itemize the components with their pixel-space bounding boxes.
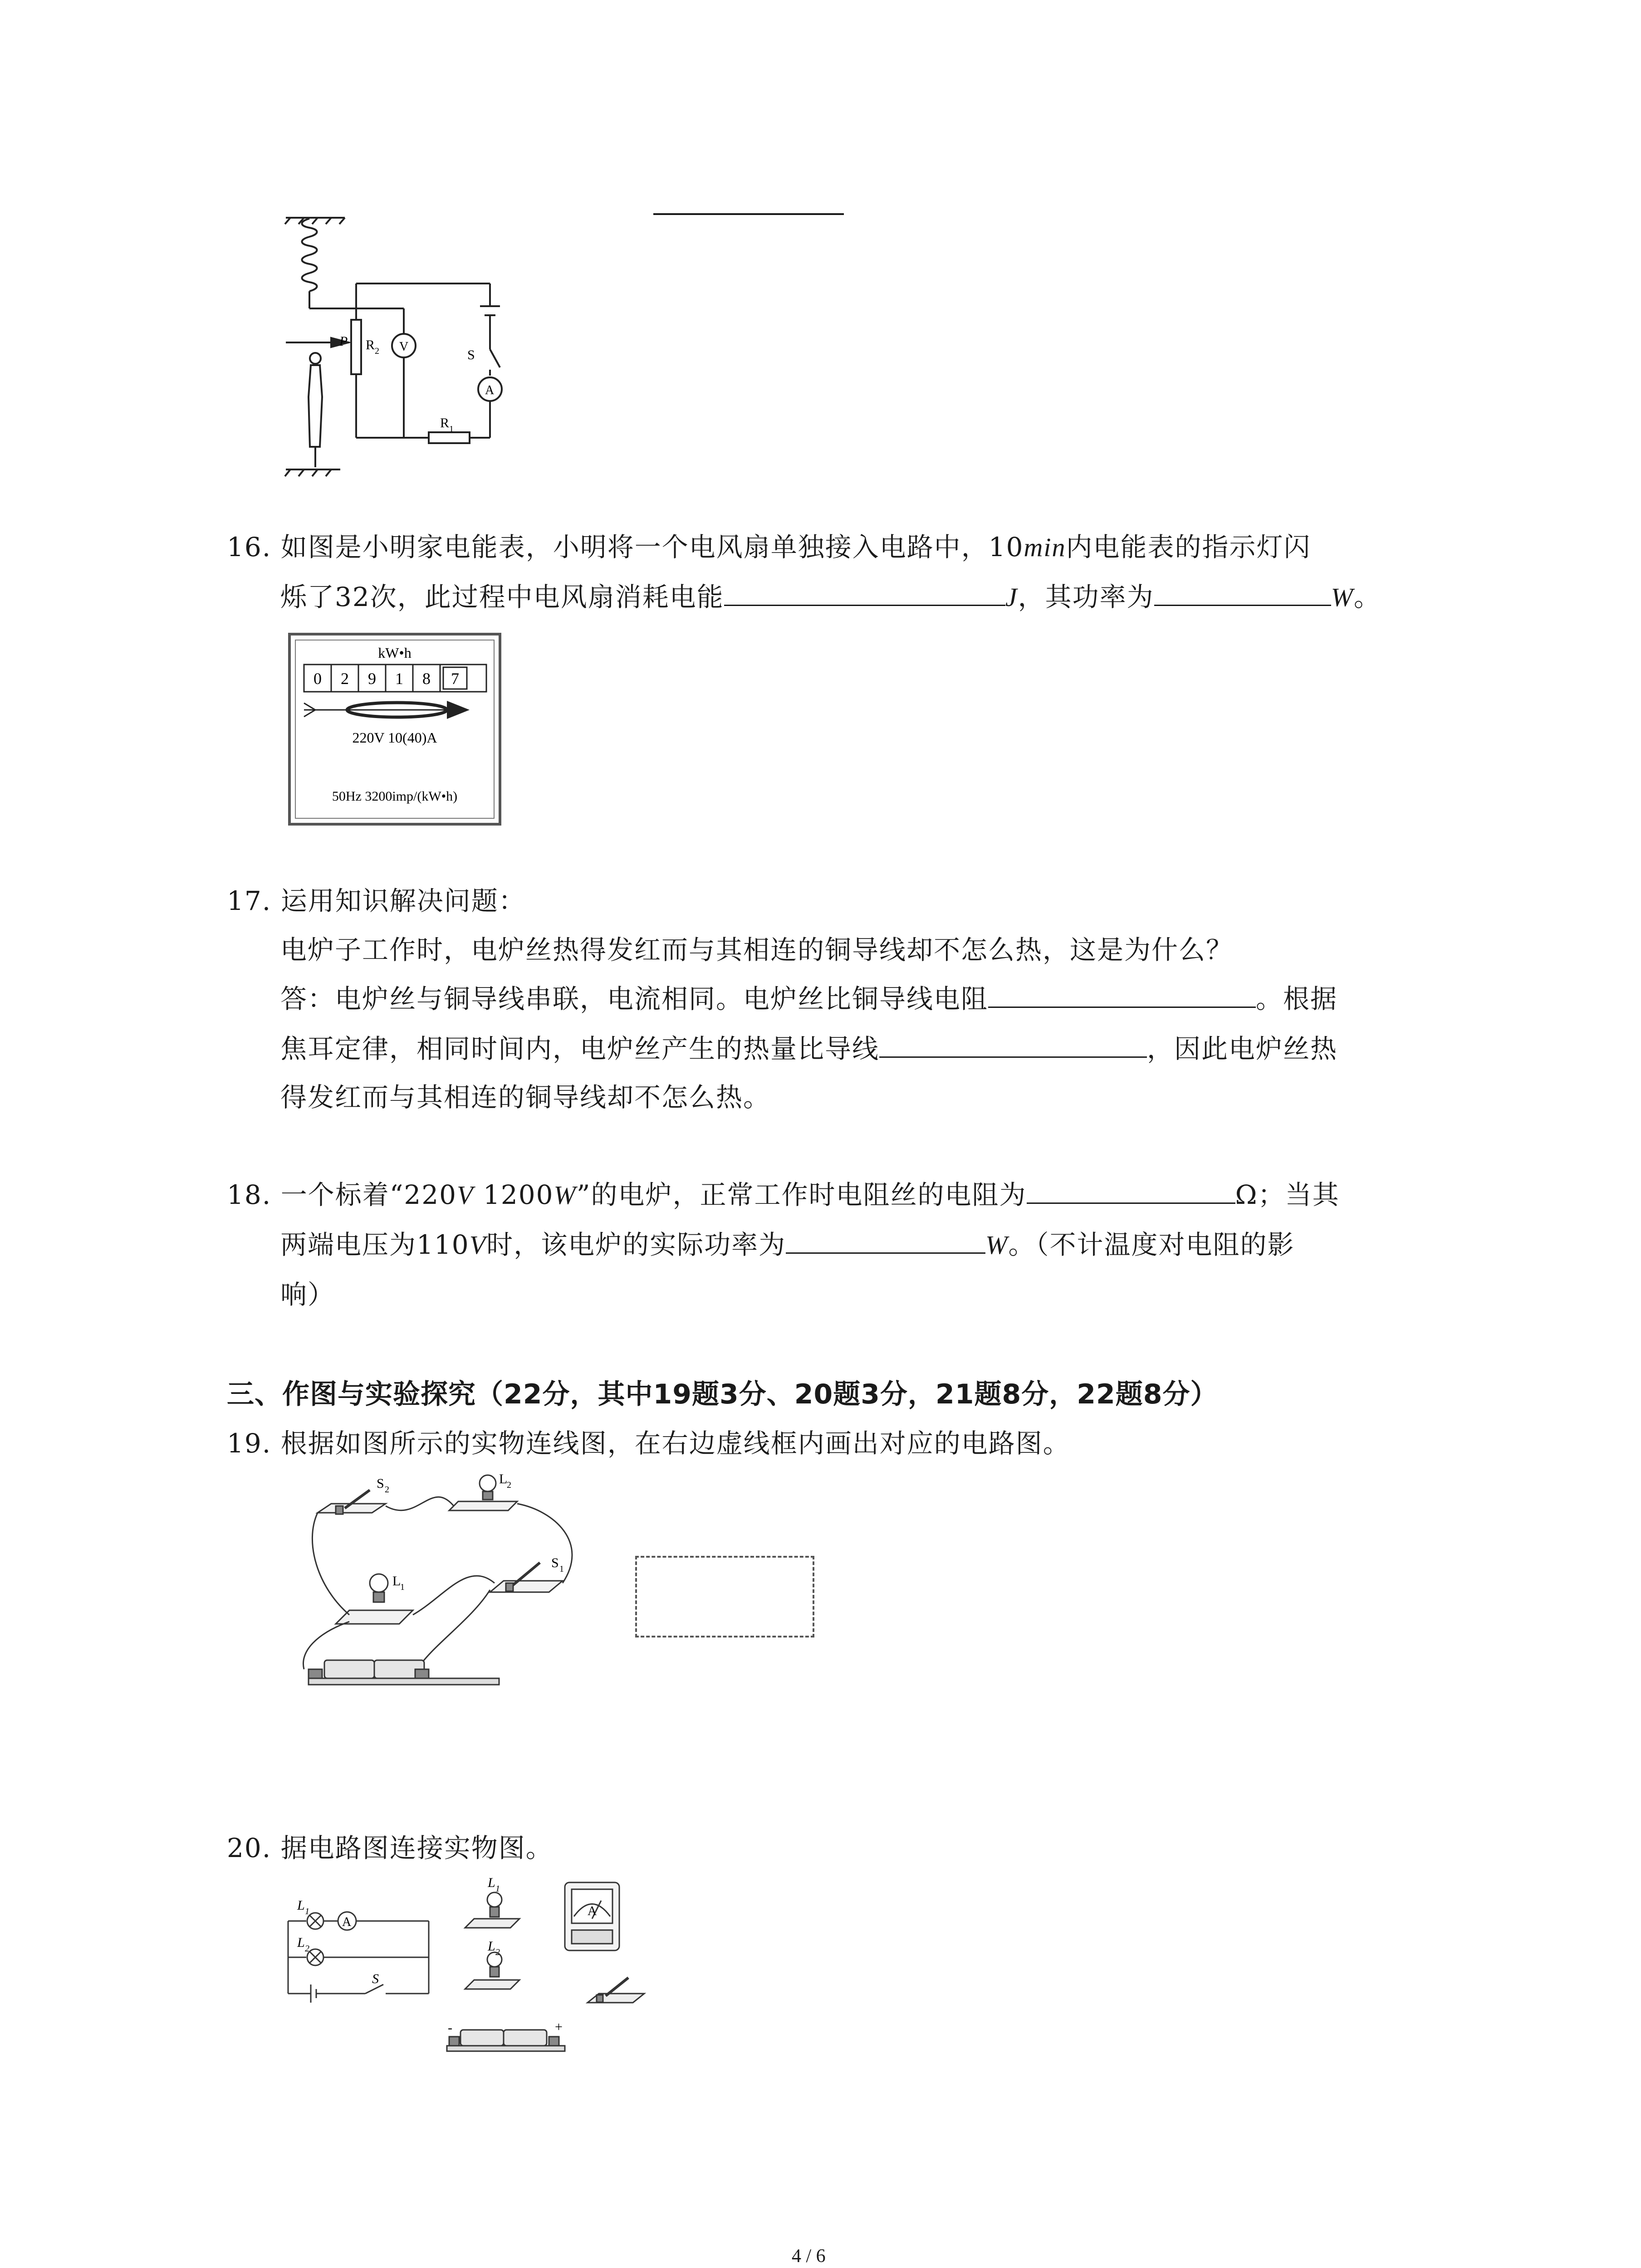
meter-rating-label: 220V 10(40)A [352, 729, 437, 746]
heat-comparison-blank[interactable] [879, 1028, 1147, 1058]
battery-minus-label: - [448, 2020, 452, 2035]
question-number: 17. [227, 885, 272, 916]
meter-digit: 2 [341, 670, 349, 688]
ammeter-label: A [485, 383, 495, 397]
question-text: 如图是小明家电能表，小明将一个电风扇单独接入电路中，10 [280, 532, 1024, 562]
question-17-line-3 [280, 974, 1337, 1023]
question-text: 烁了32次，此过程中电风扇消耗电能 [280, 582, 724, 612]
switch-s1-label: S [551, 1555, 559, 1570]
question-text: ，其功率为 [1018, 582, 1154, 612]
question-text: 答：电炉丝与铜导线串联，电流相同。电炉丝比铜导线电阻 [280, 983, 989, 1014]
question-18-line-2 [280, 1220, 1295, 1270]
question-18-line-1 [227, 1170, 1340, 1220]
resistor-label-r2-sub: 2 [375, 346, 379, 356]
question-text: 运用知识解决问题： [280, 885, 526, 916]
unit-min: min [1024, 533, 1066, 562]
question-number: 20. [227, 1833, 272, 1863]
question-text: 。 [1353, 582, 1381, 612]
unit-watt: W [554, 1180, 577, 1210]
resistor-label-r1: R [440, 415, 450, 430]
lamp-l2-label: L [499, 1471, 508, 1486]
meter-digit: 9 [368, 670, 376, 688]
lamp-l1-label-sub: 1 [305, 1906, 309, 1916]
physical-wiring-figure [281, 1470, 594, 1687]
resistor-label-r1-sub: 1 [449, 424, 454, 434]
question-17-line-1 [227, 876, 526, 925]
unit-watt: W [985, 1230, 1009, 1260]
switch-s2-label-sub: 2 [385, 1485, 389, 1495]
question-text: ，因此电炉丝热 [1147, 1033, 1338, 1064]
question-number: 16. [227, 532, 272, 562]
resistance-comparison-blank[interactable] [988, 978, 1256, 1008]
slider-label-p: P [339, 334, 348, 349]
question-text: 1200 [474, 1179, 554, 1210]
ammeter-label: A [588, 1904, 597, 1918]
question-19-line-1 [227, 1419, 1070, 1468]
question-text: 一个标着“220 [280, 1179, 457, 1210]
energy-answer-blank[interactable] [724, 577, 1005, 606]
page-number: 4 / 6 [792, 2246, 826, 2267]
power-answer-blank[interactable] [1154, 577, 1331, 606]
question-18-line-3 [280, 1270, 335, 1319]
unit-joule: J [1005, 582, 1018, 612]
q20-physical-components [442, 1873, 660, 2055]
lamp-l1-label-sub: 1 [495, 1884, 500, 1894]
switch-s2-label: S [377, 1476, 384, 1491]
question-text: ”的电炉，正常工作时电阻丝的电阻为 [576, 1179, 1027, 1210]
question-20-line-1 [227, 1823, 553, 1872]
question-16-line-2 [280, 572, 1381, 622]
lamp-l2-label-sub: 2 [305, 1944, 309, 1954]
question-text: 电炉子工作时，电炉丝热得发红而与其相连的铜导线却不怎么热，这是为什么？ [280, 934, 1234, 965]
question-16-line-1 [227, 523, 1311, 572]
question-text: 焦耳定律，相同时间内，电炉丝产生的热量比导线 [280, 1033, 880, 1064]
question-17-line-2 [280, 925, 1233, 974]
resistor-label-r2: R [366, 337, 375, 352]
question-text: Ω；当其 [1235, 1179, 1340, 1210]
unit-watt: W [1331, 582, 1354, 612]
question-17-line-5 [280, 1073, 770, 1122]
question-number: 19. [227, 1428, 272, 1459]
battery-plus-label: + [555, 2019, 563, 2034]
question-text: 根据如图所示的实物连线图，在右边虚线框内画出对应的电路图。 [280, 1428, 1070, 1459]
voltmeter-label: V [399, 340, 409, 354]
question-17-line-4 [280, 1024, 1337, 1073]
switch-label-s: S [467, 347, 475, 362]
question-text: 得发红而与其相连的铜导线却不怎么热。 [280, 1082, 771, 1113]
lamp-l1-label: L [488, 1875, 495, 1890]
question-text: 响） [280, 1279, 335, 1310]
question-text: 时，该电炉的实际功率为 [486, 1229, 786, 1260]
meter-rotation-arrow [304, 701, 470, 719]
switch-s1-label-sub: 1 [559, 1564, 564, 1574]
previous-question-blank[interactable] [653, 213, 844, 215]
lamp-l1-label: L [297, 1898, 305, 1913]
question-text: 。（不计温度对电阻的影 [1008, 1229, 1295, 1260]
unit-volt: V [469, 1230, 487, 1260]
question-number: 18. [227, 1179, 272, 1210]
meter-digit: 1 [395, 670, 403, 688]
question-text: 据电路图连接实物图。 [280, 1833, 553, 1863]
switch-label-s: S [372, 1971, 379, 1986]
lamp-l2-label-sub: 2 [495, 1947, 500, 1957]
energy-meter-figure [288, 633, 501, 826]
meter-digit: 7 [451, 670, 459, 688]
section-3-heading: 三、作图与实验探究（22分，其中19题3分、20题3分，21题8分，22题8分） [227, 1378, 1218, 1410]
meter-frequency-label: 50Hz 3200imp/(kW•h) [332, 789, 458, 804]
resistance-answer-blank[interactable] [1027, 1174, 1235, 1204]
question-text: 两端电压为110 [280, 1229, 470, 1260]
lamp-l2-label-sub: 2 [507, 1480, 511, 1490]
lamp-l1-label-sub: 1 [400, 1582, 405, 1592]
meter-digit: 0 [314, 670, 322, 688]
lamp-l2-label: L [297, 1935, 305, 1950]
circuit-diagram-answer-box[interactable] [635, 1556, 814, 1637]
lamp-l2-label: L [488, 1939, 495, 1954]
unit-volt: V [457, 1180, 474, 1210]
meter-unit-label: kW•h [378, 645, 411, 661]
ammeter-label: A [342, 1915, 352, 1929]
lamp-l1-label: L [392, 1574, 401, 1589]
meter-digit: 8 [422, 670, 431, 688]
height-measure-circuit-figure [277, 213, 540, 481]
q20-circuit-diagram [284, 1882, 438, 2014]
actual-power-answer-blank[interactable] [786, 1224, 985, 1254]
question-text: 。根据 [1256, 983, 1338, 1014]
question-text: 内电能表的指示灯闪 [1066, 532, 1311, 562]
